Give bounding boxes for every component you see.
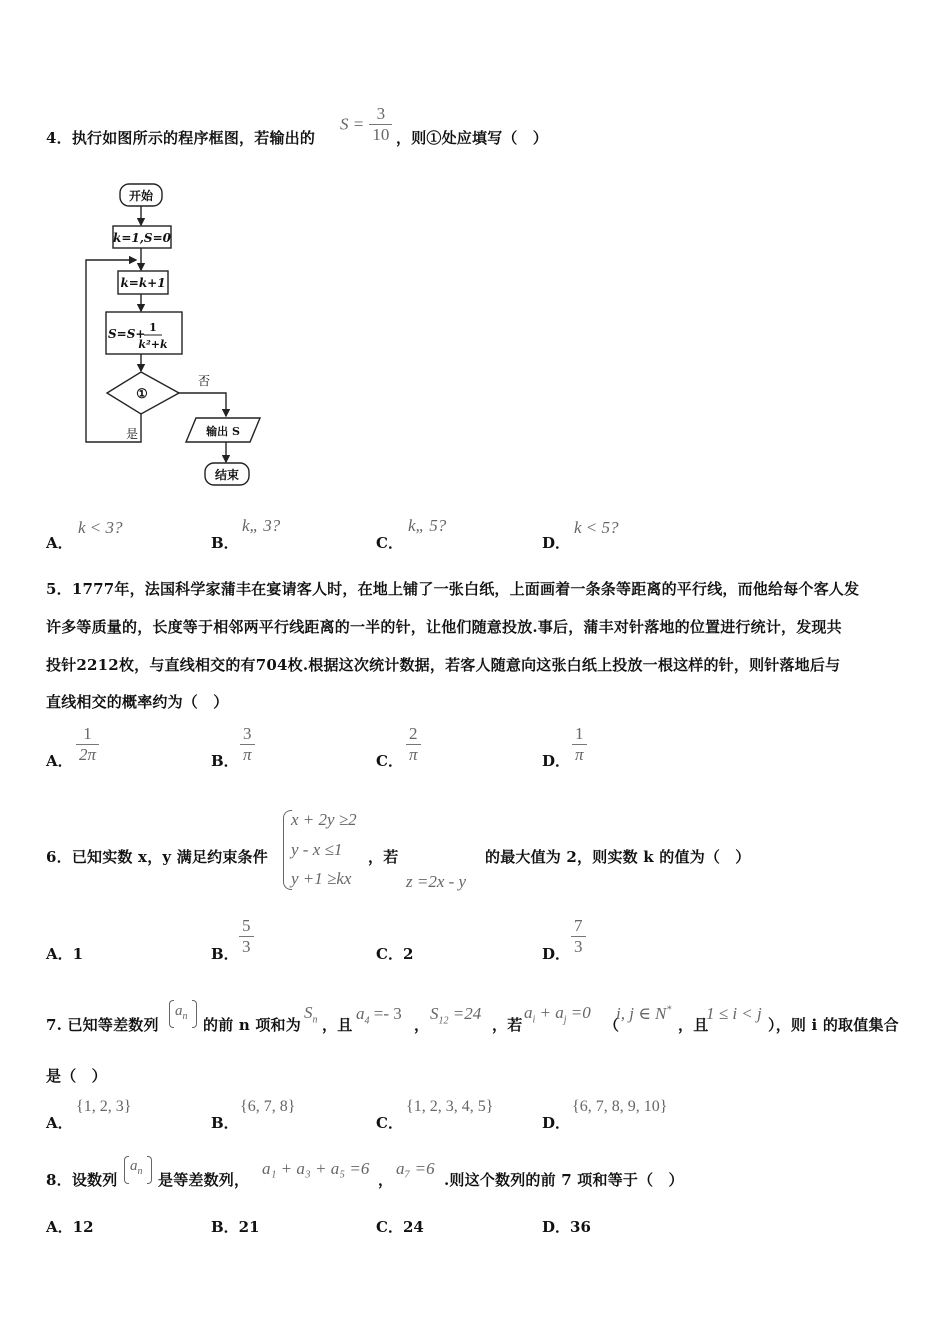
q4-output-formula: [340, 104, 392, 145]
flow-inc-label: k=k+1: [120, 276, 166, 290]
q5-c-num: 2: [409, 724, 418, 743]
q7-option-b-set: [240, 1098, 295, 1116]
q6-stem-a: 6．已知实数 x，y 满足约束条件: [46, 848, 268, 866]
q7-s12-s: S: [430, 1004, 439, 1023]
q4-option-b-math: k„ 3?: [242, 516, 281, 535]
q5-c-den: π: [409, 745, 418, 764]
q5-d-den: π: [575, 745, 584, 764]
q6-constraint-2: y - x ≤1: [291, 840, 343, 859]
q7-text-4: ，: [414, 1016, 430, 1034]
q6-b-den: 3: [242, 937, 251, 956]
q5-option-d-label: D．: [542, 752, 571, 770]
q8-text-2: 是等差数列，: [158, 1171, 250, 1189]
q7-s12-sub: 12: [438, 1015, 449, 1027]
q7-text-1: 7. 已知等差数列: [46, 1016, 159, 1034]
q7-b-open-brace: {: [240, 1098, 248, 1115]
q8-an-brace-right: [147, 1156, 152, 1184]
q5-option-b-label: B．: [211, 752, 239, 770]
q7-option-d-label: D．: [542, 1114, 571, 1132]
flow-no-label: 否: [198, 374, 211, 388]
flow-sum-label: S=S+: [108, 327, 146, 341]
q7-sn: [304, 1003, 318, 1025]
q5-option-b-frac: [240, 724, 255, 765]
q4-option-d-math: k < 5?: [574, 518, 619, 537]
flow-init-label: k=1,S=0: [113, 231, 171, 245]
q5-line-3: 投针2212枚，与直线相交的有704枚.根据这次统计数据，若客人随意向这张白纸上投放一根这样的针，则针落地后与: [46, 656, 841, 674]
q8-option-b: B．21: [211, 1218, 260, 1236]
q7-a4-a: a: [356, 1004, 365, 1023]
q7-text-3: ，且: [322, 1016, 353, 1034]
q8-option-c: C．24: [376, 1218, 424, 1236]
q7-text-8: ），则 i 的取值集合: [768, 1016, 899, 1034]
q5-option-a-label: A．: [46, 752, 73, 770]
q7-ij-set: [616, 1004, 671, 1024]
q5-option-d-frac: [572, 724, 587, 765]
q8-option-d: D．36: [542, 1218, 591, 1236]
q4-stem-b: ，则①处应填写（ ）: [396, 129, 549, 147]
q7-c-set-values: 1, 2, 3, 4, 5: [413, 1098, 486, 1115]
q5-b-num: 3: [243, 724, 252, 743]
q5-a-den: 2π: [79, 745, 97, 764]
q6-option-a: A．1: [46, 945, 84, 963]
q4-frac-den: 10: [372, 125, 390, 144]
q8-text-4: .则这个数列的前 7 项和等于（ ）: [444, 1171, 684, 1189]
q7-an-brace-right: [192, 1000, 197, 1028]
flow-yes-label: 是: [126, 427, 139, 441]
q4-stem-a: 4．执行如图所示的程序框图，若输出的: [46, 129, 316, 147]
q6-objective: z =2x - y: [406, 872, 467, 891]
q7-sn-sub: n: [312, 1014, 318, 1026]
q4-option-a-label: A．: [46, 534, 73, 552]
q7-c-open-brace: {: [406, 1098, 414, 1115]
q7-text-7: ，且: [678, 1016, 709, 1034]
q7-b-close-brace: }: [287, 1098, 296, 1115]
q6-option-d-label: D．: [542, 945, 571, 963]
q7-a-open-brace: {: [76, 1098, 84, 1115]
q7-option-a-set: [76, 1098, 131, 1116]
q7-text-2: 的前 n 项和为: [203, 1016, 301, 1034]
q7-aj-sub: j: [563, 1014, 567, 1026]
q7-option-c-set: [406, 1098, 493, 1116]
q7-inequality: 1 ≤ i < j: [706, 1004, 762, 1023]
q6-d-num: 7: [574, 916, 583, 935]
q7-a-close-brace: }: [123, 1098, 132, 1115]
q7-option-d-set: [572, 1098, 667, 1116]
q6-option-b-frac: [239, 916, 254, 957]
q6-constraint-1: x + 2y ≥2: [291, 810, 357, 829]
q8-an-sub: n: [137, 1166, 143, 1177]
q8-option-a: A．12: [46, 1218, 94, 1236]
q4-s-equals: S =: [340, 114, 365, 134]
q7-text-6: （: [604, 1016, 620, 1034]
flow-sum-den: k²+k: [138, 338, 168, 351]
q5-line-4: 直线相交的概率约为（ ）: [46, 693, 229, 711]
q6-d-den: 3: [574, 937, 583, 956]
q4-fraction: [369, 104, 392, 145]
q7-option-b-label: B．: [211, 1114, 239, 1132]
flow-cond-label: ①: [136, 387, 148, 402]
q4-option-c-label: C．: [376, 534, 403, 552]
q4-option-b-label: B．: [211, 534, 239, 552]
q7-plus: +: [535, 1003, 556, 1022]
q5-line-2: 许多等质量的，长度等于相邻两平行线距离的一半的针，让他们随意投放.事后，蒲丰对针落地的位置进行统计，发现共: [46, 618, 842, 636]
q7-s12: [430, 1004, 481, 1026]
q7-ij: i, j ∈ N: [616, 1004, 667, 1023]
q6-stem-b: ，若: [368, 848, 399, 866]
flow-output-label: 输出 S: [206, 425, 240, 438]
q5-option-c-label: C．: [376, 752, 403, 770]
q5-line-1: 5．1777年，法国科学家蒲丰在宴请客人时，在地上铺了一张白纸，上面画着一条条等距离的平行线，而他给每个客人发: [46, 580, 860, 598]
q5-option-c-frac: [406, 724, 421, 765]
flow-start-label: 开始: [128, 189, 154, 203]
q5-a-num: 1: [83, 724, 92, 743]
q7-aj-a: a: [555, 1003, 564, 1022]
q7-aij: [524, 1003, 591, 1025]
q6-b-num: 5: [242, 916, 251, 935]
q7-ij-sup: *: [666, 1004, 672, 1016]
q4-flowchart: [80, 178, 280, 493]
q7-c-close-brace: }: [485, 1098, 494, 1115]
q7-d-open-brace: {: [572, 1098, 580, 1115]
q7-s12-val: =24: [452, 1004, 482, 1023]
q7-b-set-values: 6, 7, 8: [247, 1098, 288, 1115]
q7-a4-sub: 4: [364, 1015, 370, 1027]
q4-option-d-label: D．: [542, 534, 571, 552]
q7-a-set-values: 1, 2, 3: [83, 1098, 124, 1115]
q7-a4: [356, 1004, 402, 1026]
q7-an-a: a: [175, 1003, 183, 1019]
q7-d-set-values: 6, 7, 8, 9, 10: [579, 1098, 660, 1115]
q8-a7: a₇ =6: [396, 1159, 435, 1178]
q5-b-den: π: [243, 745, 252, 764]
q6-stem-c: 的最大值为 2，则实数 k 的值为（ ）: [485, 848, 751, 866]
q8-an-brace-left: [124, 1156, 129, 1184]
q8-sum: a₁ + a₃ + a₅ =6: [262, 1159, 370, 1178]
q7-aij-val: =0: [570, 1003, 591, 1022]
q6-option-c: C．2: [376, 945, 414, 963]
q8-text-1: 8．设数列: [46, 1171, 118, 1189]
q6-option-d-frac: [571, 916, 586, 957]
q7-option-c-label: C．: [376, 1114, 403, 1132]
q7-line-2: 是（ ）: [46, 1067, 107, 1085]
q7-an-brace-left: [169, 1000, 174, 1028]
q4-option-c-math: k„ 5?: [408, 516, 447, 535]
q4-option-a-math: k < 3?: [78, 518, 123, 537]
q7-an-sub: n: [182, 1011, 188, 1022]
q7-a4-val: =- 3: [373, 1004, 402, 1023]
q8-an-a: a: [130, 1158, 138, 1174]
q8-an: [130, 1158, 143, 1177]
q5-d-num: 1: [575, 724, 584, 743]
q6-constraint-3: y +1 ≥kx: [291, 869, 352, 888]
q7-d-close-brace: }: [659, 1098, 668, 1115]
q5-option-a-frac: [76, 724, 99, 765]
q7-an: [175, 1003, 188, 1022]
flow-end-label: 结束: [214, 468, 240, 482]
q7-sn-s: S: [304, 1003, 313, 1022]
q8-text-3: ，: [378, 1171, 394, 1189]
flow-sum-num: 1: [149, 321, 157, 334]
q7-ai-a: a: [524, 1003, 533, 1022]
q7-text-5: ，若: [492, 1016, 523, 1034]
q4-frac-num: 3: [376, 104, 386, 123]
q7-ai-sub: i: [532, 1014, 536, 1026]
q7-option-a-label: A．: [46, 1114, 73, 1132]
q6-option-b-label: B．: [211, 945, 239, 963]
